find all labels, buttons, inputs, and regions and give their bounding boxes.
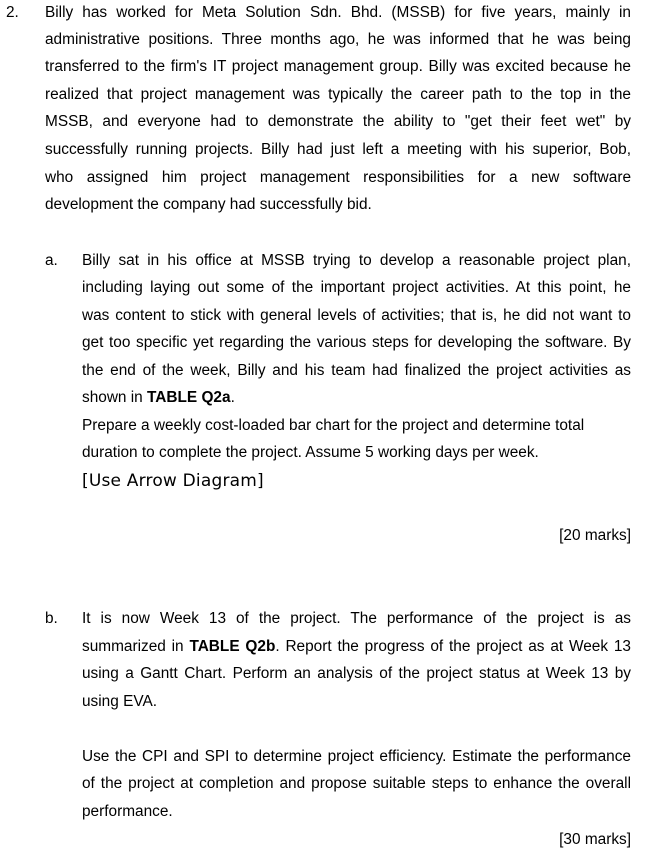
- part-b-para2-line: Use the CPI and SPI to determine project efficiency. Estimate the performance: [82, 748, 631, 765]
- part-a-task-line: duration to complete the project. Assume 5 working days per week.: [82, 444, 539, 461]
- shown-in-prefix: shown in: [82, 389, 148, 406]
- table-q2a-ref: TABLE Q2a: [147, 389, 231, 406]
- intro-line: administrative positions. Three months ago, he was informed that he was being: [45, 31, 631, 48]
- part-b-line: using EVA.: [82, 693, 157, 710]
- table-q2b-ref: TABLE Q2b: [189, 638, 276, 655]
- intro-line: development the company had successfully bid.: [45, 196, 372, 213]
- part-a-label: a.: [45, 252, 58, 269]
- question-number: 2.: [6, 4, 19, 21]
- part-b-para2-line: of the project at completion and propose suitable steps to enhance the overall: [82, 775, 631, 792]
- part-a-line: get too specific yet regarding the various steps for developing the software. By: [82, 334, 631, 351]
- intro-line: realized that project management was typically the career path to the top in the: [45, 86, 631, 103]
- part-a-line: was content to stick with general levels of activities; that is, he did not want to: [82, 307, 631, 324]
- part-b-line: using a Gantt Chart. Perform an analysis of the project status at Week 13 by: [82, 665, 631, 682]
- part-a-marks: [20 marks]: [559, 527, 631, 544]
- intro-line: who assigned him project management responsibilities for a new software: [45, 169, 631, 186]
- part-b-label: b.: [45, 610, 58, 627]
- intro-line: MSSB, and everyone had to demonstrate the ability to "get their feet wet" by: [45, 113, 631, 130]
- intro-line: Billy has worked for Meta Solution Sdn. Bhd. (MSSB) for five years, mainly in: [45, 4, 631, 21]
- part-b-line: [82, 637, 631, 657]
- part-b-line: It is now Week 13 of the project. The performance of the project is as: [82, 610, 631, 627]
- part-a-line: including laying out some of the important project activities. At this point, he: [82, 279, 631, 296]
- line2-prefix: summarized in: [82, 638, 190, 655]
- part-b-marks: [30 marks]: [559, 831, 631, 848]
- intro-line: successfully running projects. Billy had just left a meeting with his superior, Bob,: [45, 141, 631, 158]
- part-a-task-line: Prepare a weekly cost-loaded bar chart for the project and determine total: [82, 417, 585, 434]
- part-a-note: [Use Arrow Diagram]: [82, 471, 264, 491]
- part-a-line: Billy sat in his office at MSSB trying to develop a reasonable project plan,: [82, 252, 631, 269]
- part-b-para2-line: performance.: [82, 803, 173, 820]
- part-a-shown-in: [82, 388, 631, 408]
- intro-line: transferred to the firm's IT project management group. Billy was excited because he: [45, 58, 631, 75]
- line2-suffix: . Report the progress of the project as at Week 13: [275, 638, 631, 655]
- shown-in-suffix: .: [230, 389, 235, 406]
- part-a-line: the end of the week, Billy and his team had finalized the project activities as: [82, 362, 631, 379]
